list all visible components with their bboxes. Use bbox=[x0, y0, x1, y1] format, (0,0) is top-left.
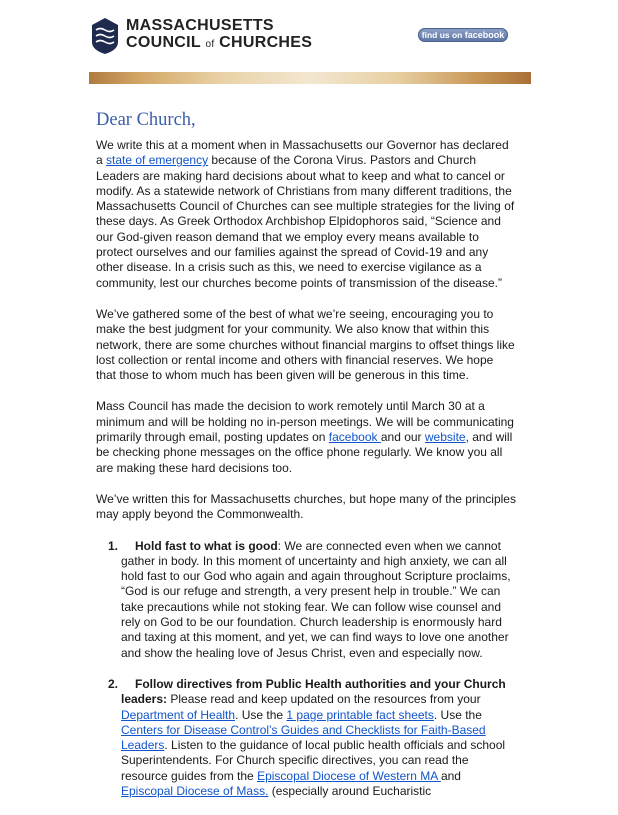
org-name-of: of bbox=[205, 39, 215, 50]
directives-list bbox=[96, 539, 516, 800]
paragraph-2: We’ve gathered some of the best of what we’re seeing, encouraging you to make the best judgment for your community. We also know that within this network, there are some churches without financial margins to offset things like lost collection or rental income and others with financial reserves. We hope that those to whom much has been given will be generous in this time. bbox=[96, 306, 515, 383]
greeting: Dear Church, bbox=[96, 110, 196, 130]
state-of-emergency-link[interactable]: state of emergency bbox=[106, 153, 209, 168]
p1-text-2: because of the Corona Virus. Pastors and Church Leaders are making hard decisions about what to keep and what to cancel or modify. As a statewide network of Christians from many different traditions, the Massachusetts Council of Churches can see multiple strategies for the living of these days. As Greek Orthodox Archbishop Elpidophoros said, “Science and our God-given reason demand that we employ every means available to protect ourselves and our families against the spread of Covid-19 and any other disease. In a crisis such as this, we need to exercise vigilance as a community, lest our churches become points of transmission of the disease.” bbox=[96, 153, 515, 290]
list-item-title: Hold fast to what is good bbox=[135, 538, 278, 553]
facebook-link[interactable]: facebook bbox=[328, 430, 381, 445]
website-link[interactable]: website bbox=[424, 430, 466, 445]
org-name-line1: MASSACHUSETTS bbox=[126, 17, 274, 34]
department-of-health-link[interactable]: Department of Health bbox=[121, 707, 236, 722]
p3-text-1: Mass Council has made the decision to work remotely until March 30 at a minimum and will be holding no in-person meetings. We will be communicating primarily through email, posting updates on bbox=[96, 399, 514, 445]
council-logo-icon bbox=[90, 16, 120, 56]
paragraph-4: We’ve written this for Massachusetts churches, but hope many of the principles may apply beyond the Commonwealth. bbox=[96, 491, 516, 522]
list-item-text: . Listen to the guidance of local public health officials and school Superintendents. For Church specific directives, you can read the resource guides from the bbox=[121, 738, 506, 783]
list-item-number: 1. bbox=[108, 538, 119, 553]
list-item bbox=[96, 677, 516, 799]
fact-sheets-link[interactable]: 1 page printable fact sheets bbox=[286, 707, 434, 722]
list-item-text: . Use the bbox=[235, 707, 287, 722]
list-item-text: Please read and keep updated on the resources from your bbox=[167, 692, 481, 707]
header-banner bbox=[89, 72, 531, 84]
list-item-text: : We are connected even when we cannot gather in body. In this moment of uncertainty and high anxiety, we can all hold fast to our God who again and again throughout Scripture proclaims, “God is our refuge and strength, a very present help in trouble.” We can take precautions while not stoking fear. We can follow wise counsel and rely on God to be our foundation. Church leadership is enormously hard and taxing at this moment, and yet, we can find ways to love one another and show the healing love of Jesus Christ, even and especially now. bbox=[121, 538, 511, 660]
cdc-guides-link[interactable]: Centers for Disease Control’s Guides and Checklists for Faith-Based Leaders bbox=[121, 722, 486, 753]
paragraph-3 bbox=[96, 399, 516, 475]
p3-text-3: , and will be checking phone messages on the office phone regularly. We know you all are making these hard decisions too. bbox=[96, 430, 513, 475]
p3-text-2: and our bbox=[380, 430, 425, 445]
org-name-line2 bbox=[126, 34, 312, 53]
org-name-council: COUNCIL bbox=[126, 34, 201, 51]
p1-text-1: We write this at a moment when in Massachusetts our Governor has declared a bbox=[96, 138, 509, 168]
list-item bbox=[96, 539, 516, 661]
list-item-number: 2. bbox=[108, 676, 119, 691]
find-us-on-facebook-button[interactable] bbox=[418, 28, 508, 42]
org-name-churches: CHURCHES bbox=[219, 34, 313, 51]
episcopal-mass-link[interactable]: Episcopal Diocese of Mass. bbox=[121, 783, 269, 798]
letter-body bbox=[96, 138, 516, 815]
fb-button-text: find us on bbox=[421, 30, 463, 40]
list-item-title: Follow directives from Public Health authorities and your Church leaders: bbox=[121, 676, 506, 707]
episcopal-western-ma-link[interactable]: Episcopal Diocese of Western MA bbox=[257, 768, 441, 783]
list-item-text: and bbox=[440, 768, 461, 783]
paragraph-1 bbox=[96, 138, 516, 291]
list-item-text: (especially around Eucharistic bbox=[268, 783, 432, 798]
list-item-text: . Use the bbox=[433, 707, 482, 722]
header bbox=[0, 0, 618, 70]
org-name bbox=[126, 17, 312, 53]
fb-button-brand: facebook bbox=[464, 30, 505, 40]
